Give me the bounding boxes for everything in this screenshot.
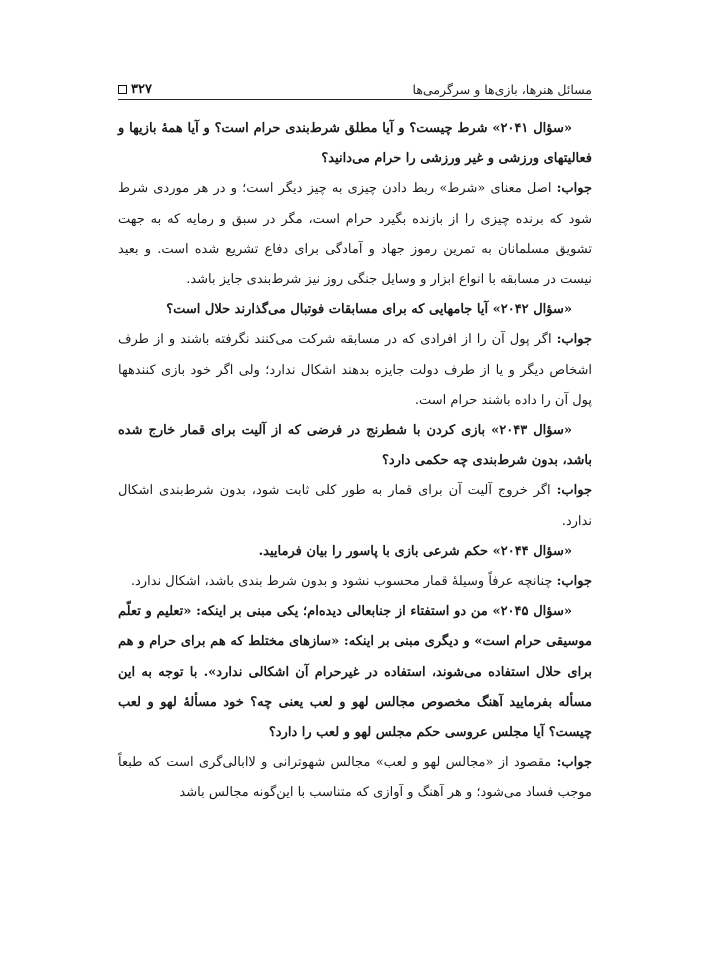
question-2043 — [118, 416, 592, 476]
question-2041 — [118, 114, 592, 174]
answer-label: جواب: — [556, 483, 592, 499]
question-2044 — [118, 537, 592, 567]
question-number: «سؤال ۲۰۴۵» — [492, 604, 573, 620]
question-number: «سؤال ۲۰۴۳» — [491, 423, 572, 439]
answer-2044 — [118, 567, 592, 597]
answer-text: مقصود از «مجالس لهو و لعب» مجالس شهوترانی و لاابالی‌گری است که طبعاً موجب فساد می‌شود؛ و هر آهنگ و آوازی که متناسب با این‌گونه مجالس باشد — [118, 755, 592, 801]
answer-label: جواب: — [556, 755, 592, 771]
question-text: بازی کردن با شطرنج در فرضی که از آلیت برای قمار خارج شده باشد، بدون شرط‌بندی چه حکمی دارد؟ — [118, 423, 592, 469]
question-text: حکم شرعی بازی با پاسور را بیان فرمایید. — [258, 543, 489, 559]
page-number-block — [118, 82, 152, 97]
question-number: «سؤال ۲۰۴۲» — [492, 302, 572, 318]
page-header — [118, 76, 592, 100]
question-text: شرط چیست؟ و آیا مطلق شرط‌بندی حرام است؟ و آیا همهٔ بازیها و فعالیتهای ورزشی و غیر ورزشی را حرام می‌دانید؟ — [118, 121, 592, 167]
answer-text: اگر خروج آلیت آن برای قمار به طور کلی ثابت شود، بدون شرط‌بندی اشکال ندارد. — [118, 483, 592, 529]
answer-2042 — [118, 325, 592, 416]
answer-text: اصل معنای «شرط» ربط دادن چیزی به چیز دیگر است؛ و در هر موردی شرط شود که برنده چیزی را از بازنده بگیرد حرام است، مگر در سبق و رمایه که به جهت تشویق مسلمانان به تمرین رموز جهاد و آمادگی برای دفاع تشریع شده است. و بعید نیست در مسابقه با انواع ابزار و وسایل جنگی روز نیز شرط‌بندی جایز باشد. — [118, 181, 592, 288]
answer-text: اگر پول آن را از افرادی که در مسابقه شرکت می‌کنند نگرفته باشند و از طرف اشخاص دیگر و یا از طرف دولت جایزه بدهند اشکال ندارد؛ ولی اگر خود بازی کنندهها پول آن را داده باشند حرام است. — [118, 332, 592, 408]
answer-2043 — [118, 476, 592, 536]
page-number: ۳۲۷ — [131, 82, 152, 97]
question-number: «سؤال ۲۰۴۴» — [492, 543, 572, 559]
question-text: من دو استفتاء از جنابعالی دیده‌ام؛ یکی مبنی بر اینکه: «تعلیم و تعلّم موسیقی حرام است» و دیگری مبنی بر اینکه: «سازهای مختلط که هم برای حرام و هم برای حلال استفاده می‌شوند، استفاده در غیرحرام آن اشکالی ندارد». با توجه به این مسأله بفرمایید آهنگ مخصوص مجالس لهو و لعب یعنی چه؟ خود مسألهٔ لهو و لعب چیست؟ آیا مجلس عروسی حکم مجلس لهو و لعب را دارد؟ — [118, 604, 592, 741]
answer-label: جواب: — [556, 332, 592, 348]
question-2042 — [118, 295, 592, 325]
page-body — [118, 114, 592, 809]
question-number: «سؤال ۲۰۴۱» — [492, 121, 572, 136]
question-text: آیا جامهایی که برای مسابقات فوتبال می‌گذارند حلال است؟ — [166, 302, 489, 318]
square-mark-icon — [118, 85, 127, 94]
answer-label: جواب: — [556, 181, 592, 197]
answer-2045 — [118, 748, 592, 808]
question-2045 — [118, 597, 592, 748]
answer-label: جواب: — [556, 574, 592, 590]
answer-text: چنانچه عرفاً وسیلهٔ قمار محسوب نشود و بدون شرط بندی باشد، اشکال ندارد. — [130, 574, 553, 590]
running-title: مسائل هنرها، بازی‌ها و سرگرمی‌ها — [412, 82, 592, 97]
answer-2041 — [118, 174, 592, 295]
